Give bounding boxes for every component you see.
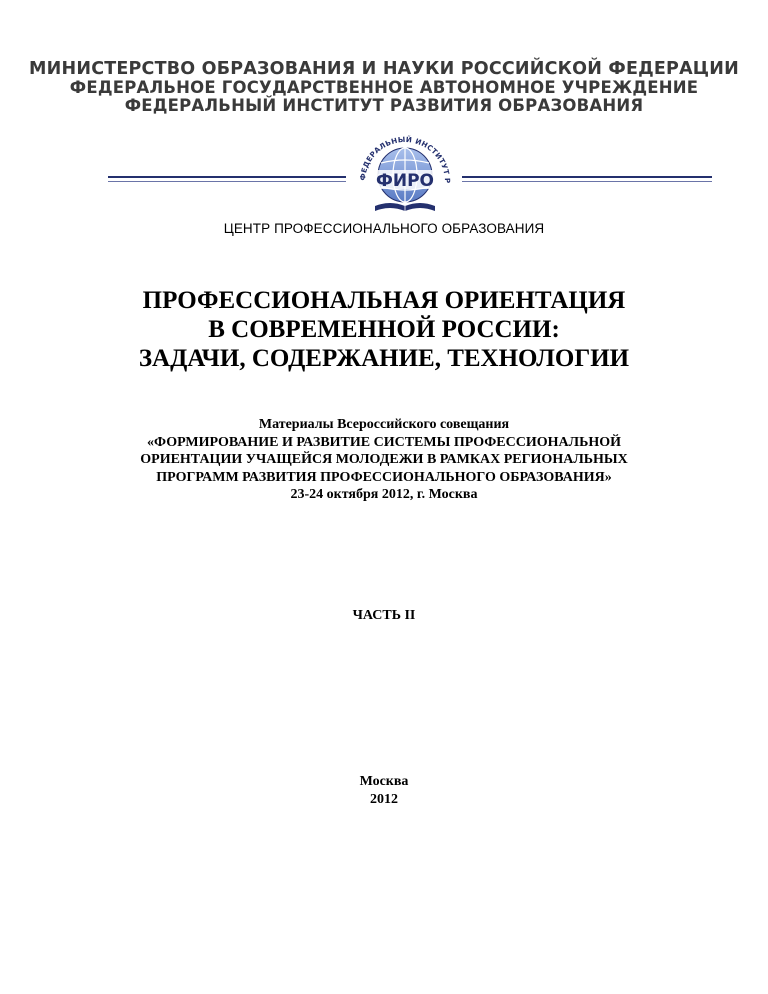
header-line-2: ФЕДЕРАЛЬНОЕ ГОСУДАРСТВЕННОЕ АВТОНОМНОЕ УЧРЕЖДЕНИЕ [69, 78, 699, 97]
divider-right-thin [462, 181, 712, 182]
center-label: ЦЕНТР ПРОФЕССИОНАЛЬНОГО ОБРАЗОВАНИЯ [223, 221, 545, 236]
title-line-3: ЗАДАЧИ, СОДЕРЖАНИЕ, ТЕХНОЛОГИИ [138, 345, 630, 372]
header-line-3: ФЕДЕРАЛЬНЫЙ ИНСТИТУТ РАЗВИТИЯ ОБРАЗОВАНИЯ [124, 96, 644, 115]
materials-line-1: Материалы Всероссийского совещания [258, 417, 510, 432]
globe-icon [345, 120, 465, 220]
logo-abbr: ФИРО [376, 171, 434, 191]
divider-left-thin [108, 181, 346, 182]
ministry-header [0, 60, 768, 115]
header-line-1: МИНИСТЕРСТВО ОБРАЗОВАНИЯ И НАУКИ РОССИЙСКОЙ ФЕДЕРАЦИИ [29, 59, 739, 79]
imprint [0, 773, 768, 809]
materials-line-2: «ФОРМИРОВАНИЕ И РАЗВИТИЕ СИСТЕМЫ ПРОФЕССИОНАЛЬНОЙ [147, 434, 621, 450]
page-title [0, 286, 768, 373]
divider-right [462, 176, 712, 178]
firo-logo [345, 120, 465, 220]
materials-line-3: ОРИЕНТАЦИИ УЧАЩЕЙСЯ МОЛОДЕЖИ В РАМКАХ РЕГИОНАЛЬНЫХ [140, 452, 628, 467]
logo-arc-text: ФЕДЕРАЛЬНЫЙ ИНСТИТУТ Р [357, 134, 453, 184]
materials-block [0, 416, 768, 504]
title-line-1: ПРОФЕССИОНАЛЬНАЯ ОРИЕНТАЦИЯ [142, 287, 626, 314]
materials-line-4: ПРОГРАММ РАЗВИТИЯ ПРОФЕССИОНАЛЬНОГО ОБРАЗОВАНИЯ» [156, 469, 612, 485]
materials-date: 23-24 октября 2012, г. Москва [290, 487, 478, 502]
title-line-2: В СОВРЕМЕННОЙ РОССИИ: [208, 316, 560, 343]
imprint-city: Москва [359, 774, 409, 789]
imprint-year: 2012 [370, 792, 398, 807]
divider-left [108, 176, 346, 178]
part-label: ЧАСТЬ II [352, 608, 416, 623]
